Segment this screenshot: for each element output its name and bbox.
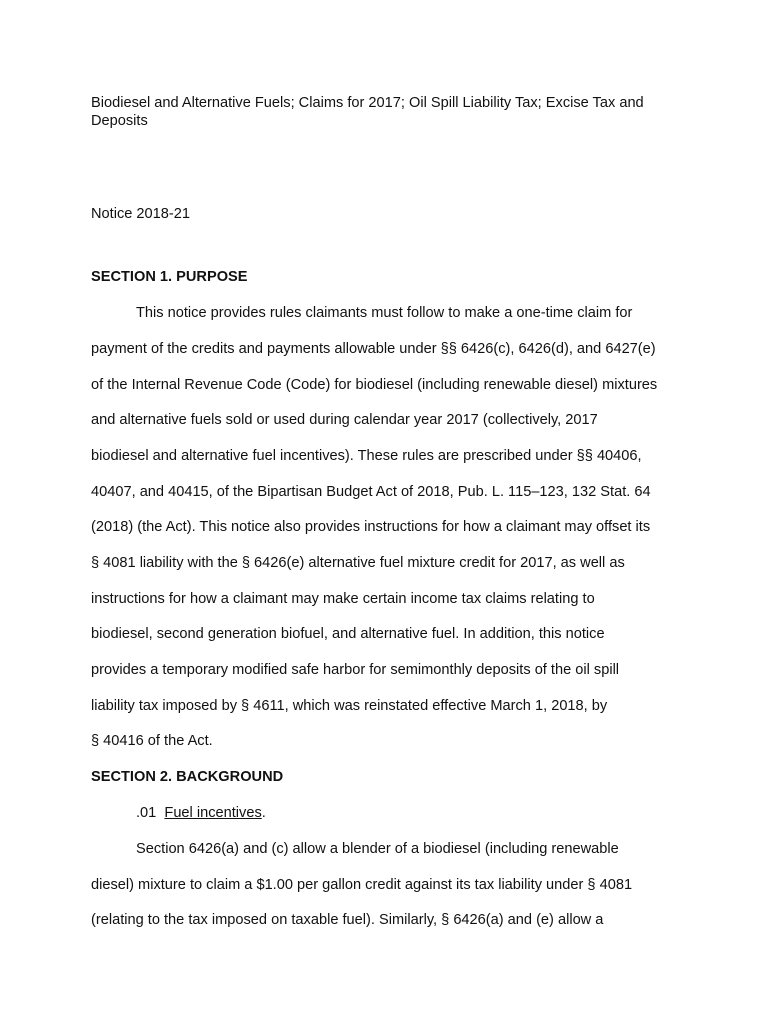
subsection-title: Fuel incentives xyxy=(164,805,262,821)
section-1-line-5: biodiesel and alternative fuel incentives). These rules are prescribed under §§ 40406, xyxy=(91,448,642,464)
subsection-punct: . xyxy=(261,805,266,821)
section-2-heading: SECTION 2. BACKGROUND xyxy=(91,769,284,785)
section-1-heading: SECTION 1. PURPOSE xyxy=(91,269,248,285)
section-1-line-3: of the Internal Revenue Code (Code) for biodiesel (including renewable diesel) mixtures xyxy=(91,377,658,393)
section-1-line-10: biodiesel, second generation biofuel, and alternative fuel. In addition, this notice xyxy=(91,626,605,642)
section-1-line-1: This notice provides rules claimants must follow to make a one-time claim for xyxy=(136,305,633,321)
section-2-line-2: diesel) mixture to claim a $1.00 per gallon credit against its tax liability under § 4081 xyxy=(91,877,633,893)
section-2-line-3: (relating to the tax imposed on taxable fuel). Similarly, § 6426(a) and (e) allow a xyxy=(91,912,604,928)
section-1-line-13: § 40416 of the Act. xyxy=(91,733,213,749)
section-1-line-2: payment of the credits and payments allowable under §§ 6426(c), 6426(d), and 6427(e) xyxy=(91,341,656,357)
section-1-line-12: liability tax imposed by § 4611, which was reinstated effective March 1, 2018, by xyxy=(91,698,608,714)
section-1-line-7: (2018) (the Act). This notice also provides instructions for how a claimant may offset its xyxy=(91,519,651,535)
section-1-line-6: 40407, and 40415, of the Bipartisan Budget Act of 2018, Pub. L. 115–123, 132 Stat. 64 xyxy=(91,484,651,500)
section-1-line-11: provides a temporary modified safe harbor for semimonthly deposits of the oil spill xyxy=(91,662,620,678)
notice-number: Notice 2018-21 xyxy=(91,206,190,222)
section-1-line-9: instructions for how a claimant may make certain income tax claims relating to xyxy=(91,591,595,607)
document-title-line-1: Biodiesel and Alternative Fuels; Claims for 2017; Oil Spill Liability Tax; Excise Tax and xyxy=(91,95,644,111)
subsection-number: .01 xyxy=(136,805,157,821)
section-1-line-8: § 4081 liability with the § 6426(e) alternative fuel mixture credit for 2017, as well as xyxy=(91,555,625,571)
section-2-line-1: Section 6426(a) and (c) allow a blender of a biodiesel (including renewable xyxy=(136,841,619,857)
document-title-line-2: Deposits xyxy=(91,113,148,129)
section-1-line-4: and alternative fuels sold or used during calendar year 2017 (collectively, 2017 xyxy=(91,412,598,428)
subsection-heading xyxy=(136,804,266,822)
